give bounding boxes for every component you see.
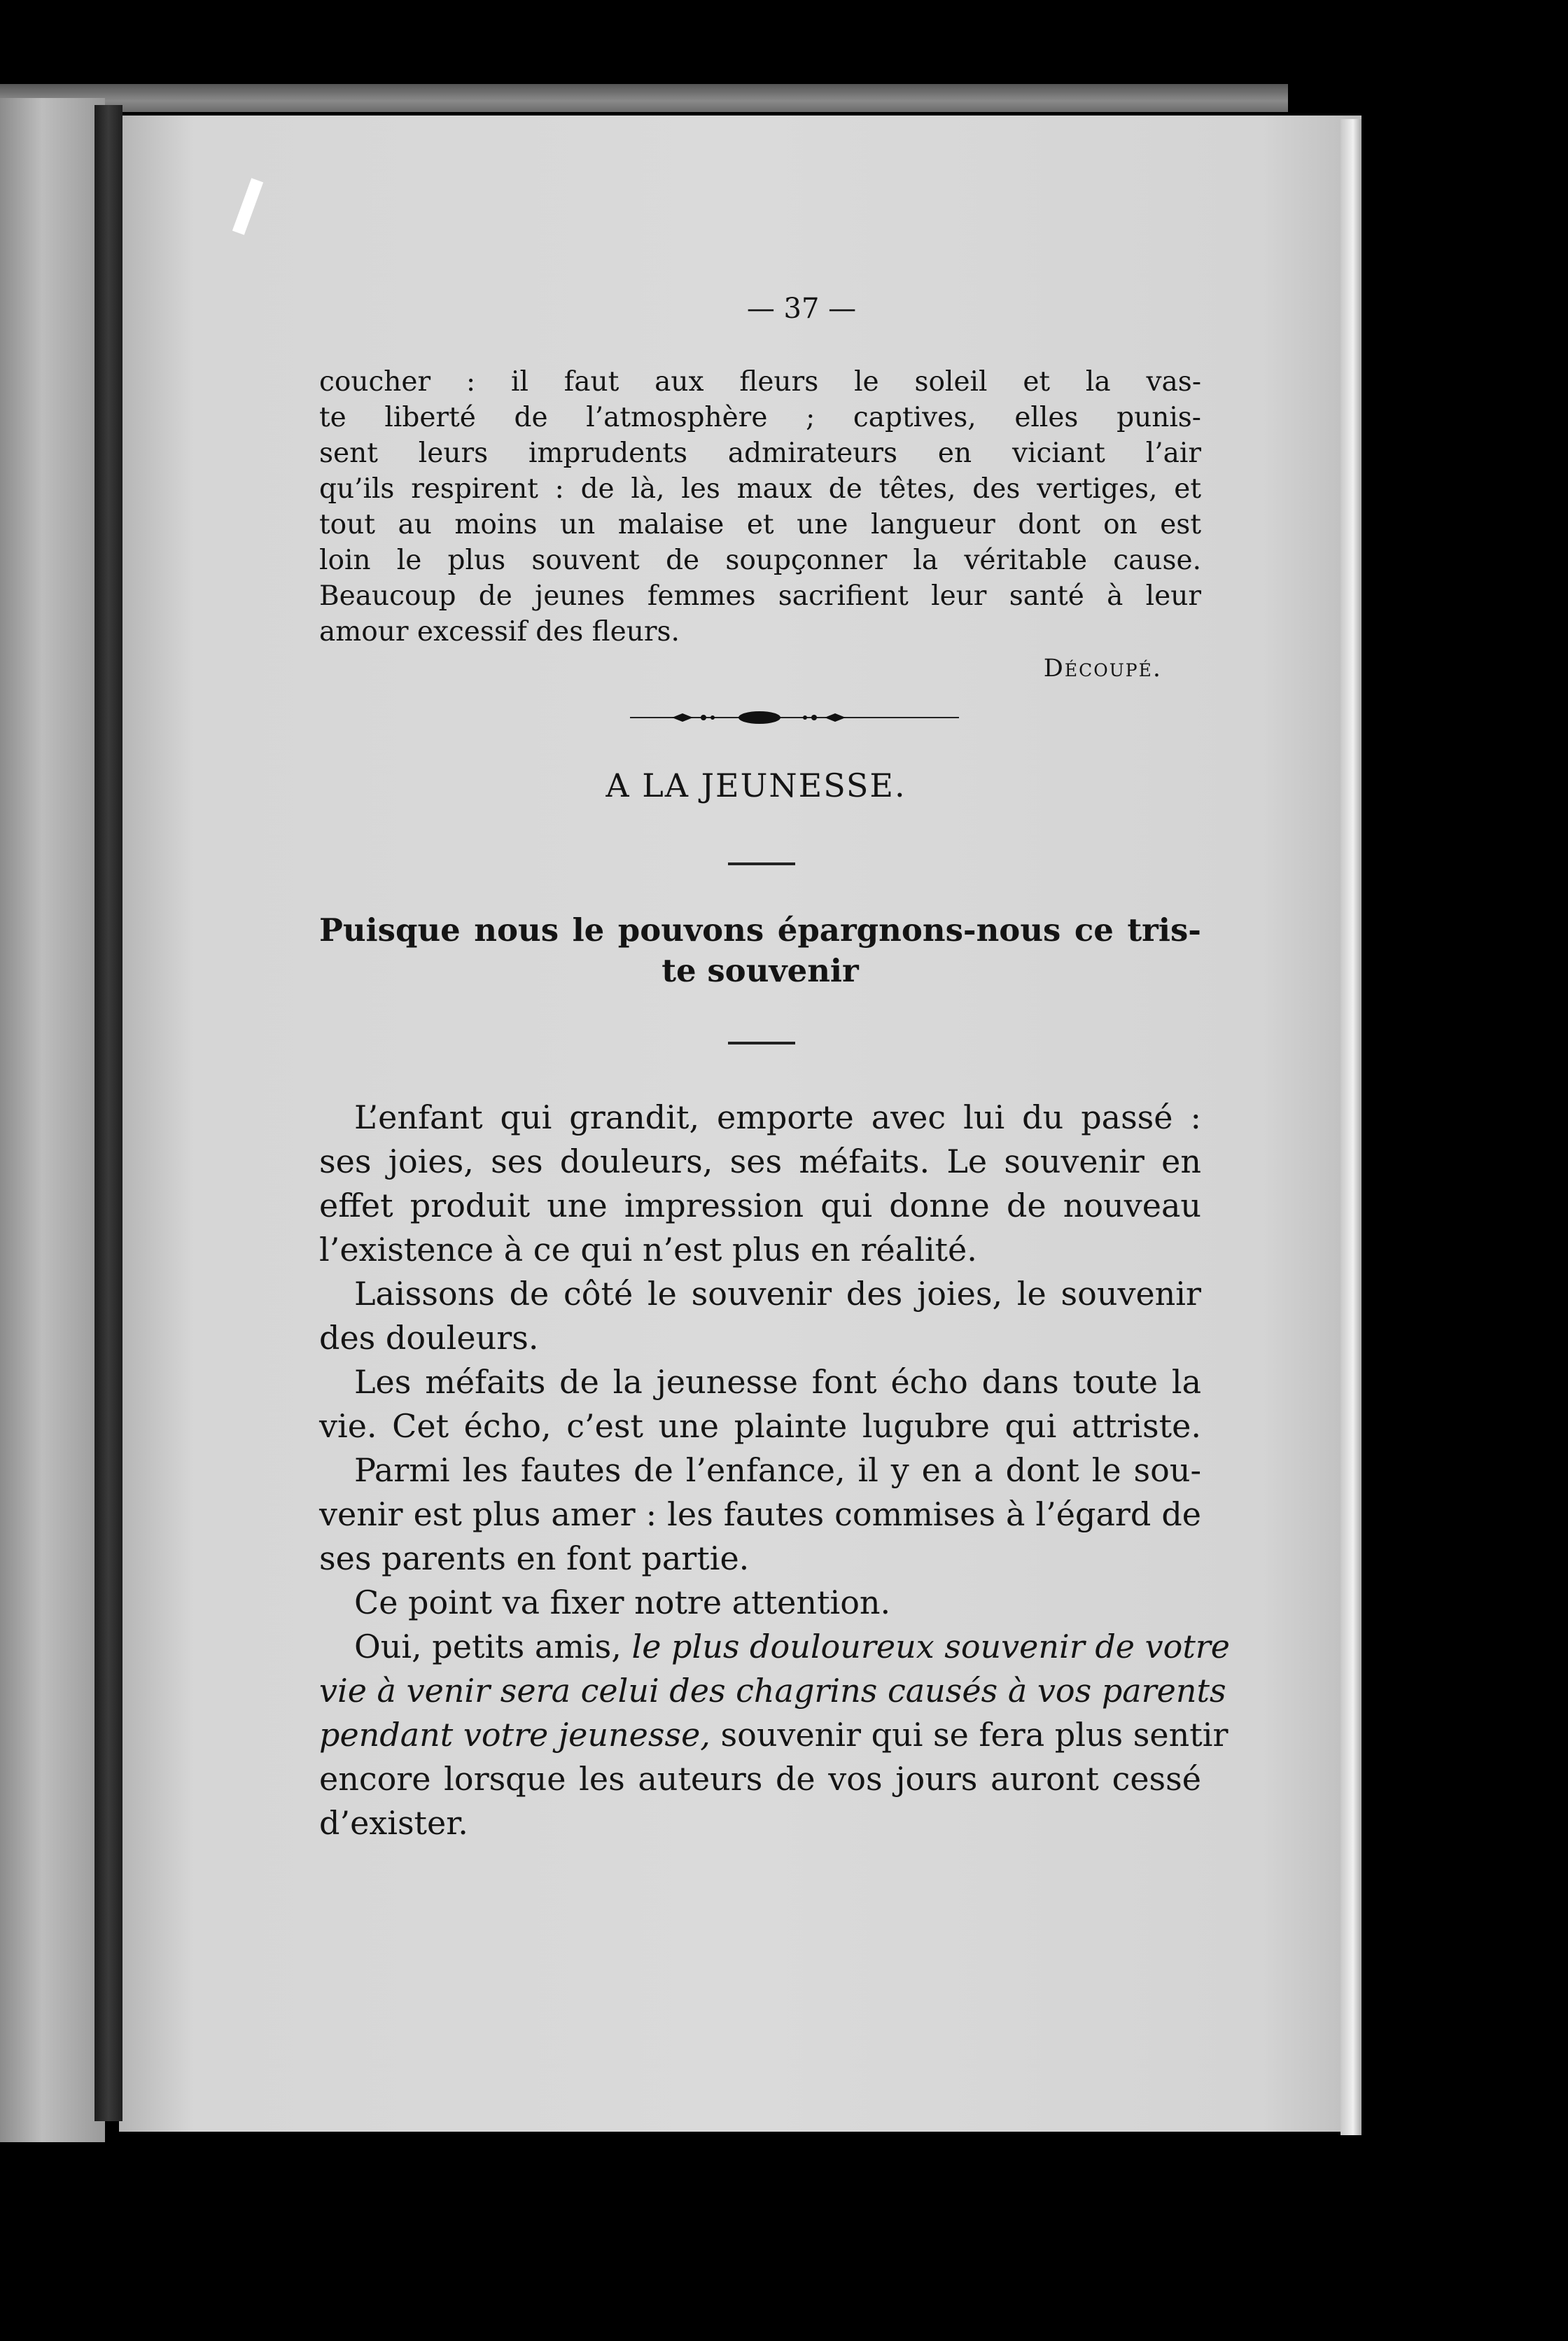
- heading-rule: [728, 862, 795, 865]
- page-fore-edge: [1340, 119, 1362, 2135]
- subtitle-line: te souvenir: [662, 952, 859, 989]
- text-line: encore lorsque les auteurs de vos jours auront cessé: [319, 1760, 1201, 1798]
- text-line: effet produit une impression qui donne de nouveau: [319, 1187, 1201, 1224]
- text-line: tout au moins un malaise et une langueur dont on est: [319, 509, 1201, 540]
- text-line: [319, 1713, 1228, 1757]
- text-line: l’existence à ce qui n’est plus en réalité.: [319, 1231, 977, 1269]
- left-page-edge: [0, 98, 105, 2142]
- text-italic: le plus douloureux souvenir de votre: [631, 1628, 1231, 1665]
- text-line: Laissons de côté le souvenir des joies, le souvenir: [354, 1275, 1201, 1313]
- subtitle-line: Puisque nous le pouvons épargnons-nous ce tris-: [319, 911, 1201, 949]
- text-roman: souvenir qui se fera plus sentir: [720, 1716, 1228, 1754]
- text-line: amour excessif des fleurs.: [319, 616, 680, 648]
- page-number: — 37 —: [746, 293, 857, 325]
- text-line: vie à venir sera celui des chagrins causés à vos parents: [319, 1672, 1226, 1710]
- book-top-edge: [0, 84, 1288, 112]
- text-line: sent leurs imprudents admirateurs en viciant l’air: [319, 438, 1201, 469]
- text-line: des douleurs.: [319, 1319, 539, 1357]
- body-text: [319, 1096, 1231, 1845]
- text-roman: Oui, petits amis,: [354, 1628, 622, 1665]
- book-gutter: [94, 105, 122, 2121]
- text-line: L’enfant qui grandit, emporte avec lui du passé :: [354, 1098, 1201, 1136]
- text-line: Ce point va fixer notre attention.: [354, 1584, 891, 1621]
- text-italic: pendant votre jeunesse,: [319, 1716, 710, 1754]
- continuation-paragraph: [319, 364, 1201, 650]
- section-subtitle: [319, 910, 1201, 991]
- text-line: vie. Cet écho, c’est une plainte lugubre qui attriste.: [319, 1407, 1201, 1445]
- text-line: d’exister.: [319, 1804, 468, 1842]
- text-line: Les méfaits de la jeunesse font écho dans toute la: [354, 1363, 1201, 1401]
- subtitle-rule: [728, 1042, 795, 1044]
- text-line: ses parents en font partie.: [319, 1539, 750, 1577]
- article-signature: Découpé.: [1043, 655, 1162, 683]
- text-line: qu’ils respirent : de là, les maux de têtes, des vertiges, et: [319, 473, 1201, 505]
- text-line: Parmi les fautes de l’enfance, il y en a dont le sou-: [354, 1451, 1201, 1489]
- section-heading: A LA JEUNESSE.: [606, 767, 906, 804]
- text-line: coucher : il faut aux fleurs le soleil et la vas-: [319, 366, 1201, 398]
- text-line: [319, 1625, 1231, 1669]
- text-line: venir est plus amer : les fautes commises à l’égard de: [319, 1495, 1201, 1533]
- text-line: te liberté de l’atmosphère ; captives, elles punis-: [319, 402, 1201, 433]
- text-line: Beaucoup de jeunes femmes sacrifient leur santé à leur: [319, 580, 1201, 612]
- text-line: loin le plus souvent de soupçonner la véritable cause.: [319, 545, 1201, 576]
- text-line: ses joies, ses douleurs, ses méfaits. Le souvenir en: [319, 1142, 1201, 1180]
- ornamental-divider: [630, 707, 959, 728]
